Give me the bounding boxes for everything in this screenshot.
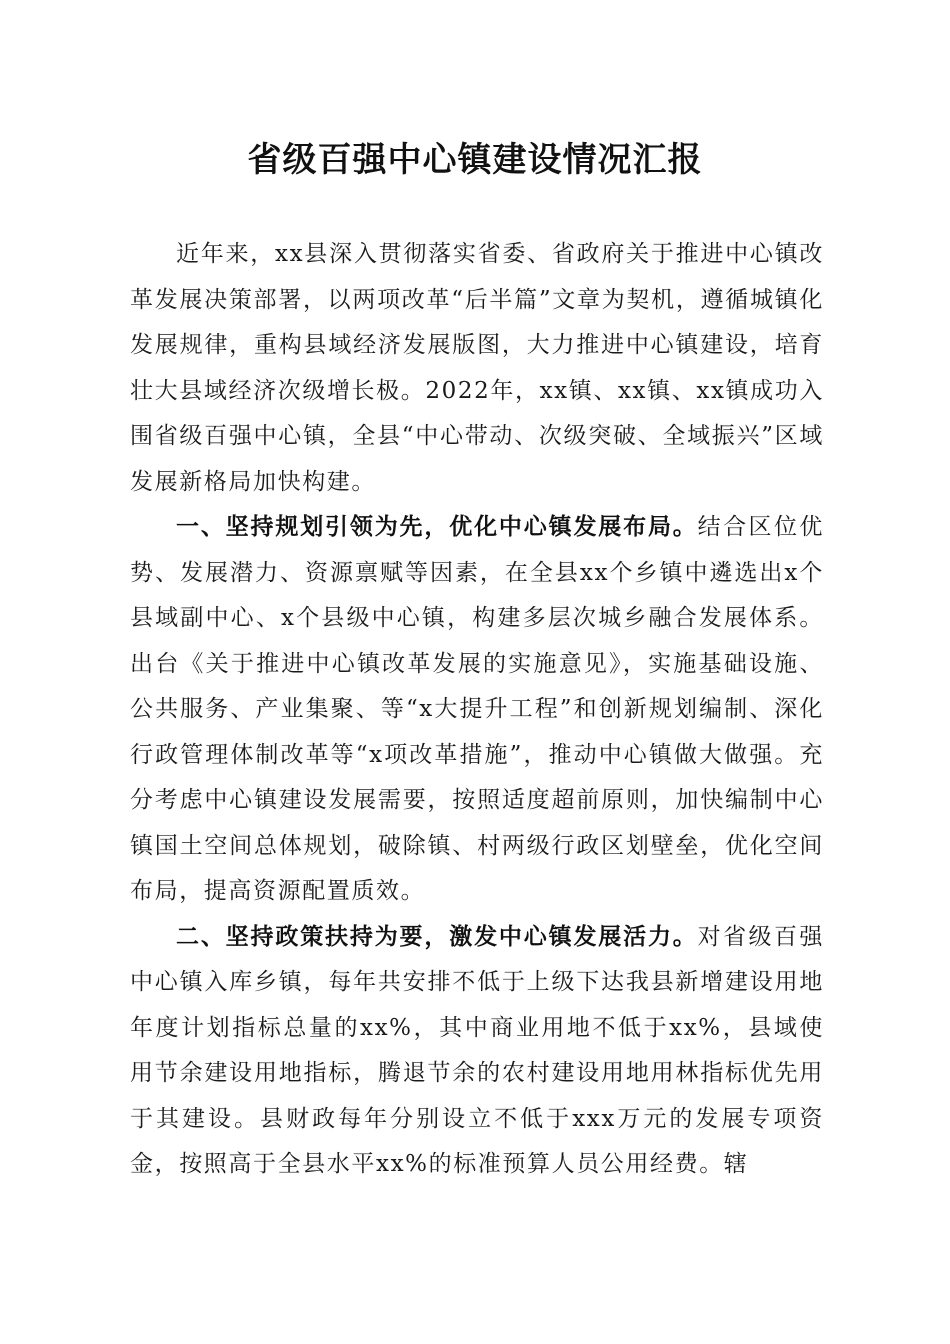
section-paragraph-2 bbox=[130, 915, 824, 1188]
section-text-1: 结合区位优势、发展潜力、资源禀赋等因素，在全县xx个乡镇中遴选出x个县域副中心、x个县级中心镇，构建多层次城乡融合发展体系。出台《关于推进中心镇改革发展的实施意见》，实施基础设施、公共服务、产业集聚、等“x大提升工程”和创新规划编制、深化行政管理体制改革等“x项改革措施”，推动中心镇做大做强。充分考虑中心镇建设发展需要，按照适度超前原则，加快编制中心镇国土空间总体规划，破除镇、村两级行政区划壁垒，优化空间布局，提高资源配置质效。 bbox=[130, 514, 825, 904]
section-paragraph-1 bbox=[130, 505, 824, 915]
section-text-2: 对省级百强中心镇入库乡镇，每年共安排不低于上级下达我县新增建设用地年度计划指标总量的xx%，其中商业用地不低于xx%，县域使用节余建设用地指标，腾退节余的农村建设用地用林指标优先用于其建设。县财政每年分别设立不低于xxx万元的发展专项资金，按照高于全县水平xx%的标准预算人员公用经费。辖 bbox=[130, 923, 825, 1177]
document-title: 省级百强中心镇建设情况汇报 bbox=[247, 140, 703, 180]
document-body bbox=[130, 232, 824, 1188]
section-heading-2: 二、坚持政策扶持为要，激发中心镇发展活力。 bbox=[176, 923, 698, 950]
section-heading-1: 一、坚持规划引领为先，优化中心镇发展布局。 bbox=[176, 514, 698, 540]
intro-paragraph: 近年来，xx县深入贯彻落实省委、省政府关于推进中心镇改革发展决策部署，以两项改革“后半篇”文章为契机，遵循城镇化发展规律，重构县域经济发展版图，大力推进中心镇建设，培育壮大县域经济次级增长极。2022年，xx镇、xx镇、xx镇成功入围省级百强中心镇，全县“中心带动、次级突破、全域振兴”区域发展新格局加快构建。 bbox=[130, 241, 824, 495]
